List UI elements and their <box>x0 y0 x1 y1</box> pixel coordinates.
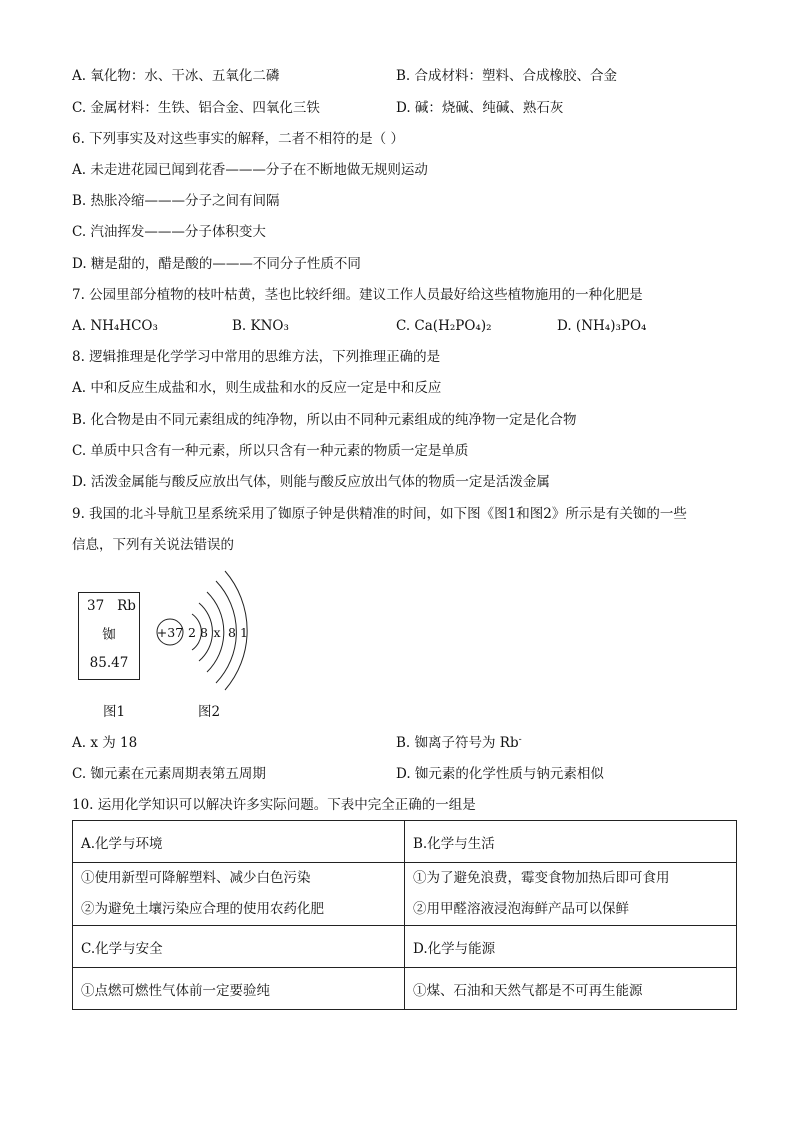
element-symbol: Rb <box>117 598 136 614</box>
cell-b-heading: B.化学与生活 <box>405 821 737 863</box>
q8-stem: 8. 逻辑推理是化学学习中常用的思维方法，下列推理正确的是 <box>72 349 441 365</box>
element-tile <box>78 592 140 680</box>
q9-option-a: A. x 为 18 <box>72 735 138 751</box>
q6-option-d: D. 糖是甜的，醋是酸的———不同分子性质不同 <box>72 256 361 272</box>
q5-option-b: B. 合成材料：塑料、合成橡胶、合金 <box>396 68 618 84</box>
q5-option-d: D. 碱：烧碱、纯碱、熟石灰 <box>396 100 564 116</box>
nucleus-charge: +37 <box>156 625 184 640</box>
q10-options-table <box>72 820 737 1010</box>
q7-option-a: A. NH₄HCO₃ <box>72 318 158 334</box>
atomic-number: 37 <box>87 598 105 614</box>
shell-2-electrons: 8 <box>200 625 208 640</box>
atomic-mass: 85.47 <box>89 655 129 671</box>
cell-b-item-2: ②用甲醛溶液浸泡海鲜产品可以保鲜 <box>413 901 629 917</box>
table-row <box>73 863 737 926</box>
shell-5-electrons: 1 <box>240 625 248 640</box>
q8-option-d: D. 活泼金属能与酸反应放出气体，则能与酸反应放出气体的物质一定是活泼金属 <box>72 474 550 490</box>
q9-option-d: D. 铷元素的化学性质与钠元素相似 <box>396 766 604 782</box>
q8-option-a: A. 中和反应生成盐和水，则生成盐和水的反应一定是中和反应 <box>72 380 442 396</box>
q9-stem-line1: 9. 我国的北斗导航卫星系统采用了铷原子钟是供精准的时间，如下图《图1和图2》所示是有关铷的一些 <box>72 506 687 522</box>
q7-option-d: D. (NH₄)₃PO₄ <box>557 318 647 334</box>
cell-d-content: ①煤、石油和天然气都是不可再生能源 <box>405 968 737 1010</box>
q8-option-b: B. 化合物是由不同元素组成的纯净物，所以由不同种元素组成的纯净物一定是化合物 <box>72 412 577 428</box>
q7-stem: 7. 公园里部分植物的枝叶枯黄，茎也比较纤细。建议工作人员最好给这些植物施用的一种化肥是 <box>72 287 643 303</box>
shell-1-electrons: 2 <box>188 625 196 640</box>
q9-stem-line2: 信息，下列有关说法错误的 <box>72 537 234 553</box>
cell-c-heading: C.化学与安全 <box>73 926 405 968</box>
element-name: 铷 <box>102 627 116 643</box>
table-row <box>73 968 737 1010</box>
figure-2-caption: 图2 <box>198 704 221 720</box>
q9-option-c: C. 铷元素在元素周期表第五周期 <box>72 766 266 782</box>
table-row <box>73 821 737 863</box>
q8-option-c: C. 单质中只含有一种元素，所以只含有一种元素的物质一定是单质 <box>72 443 469 459</box>
cell-a-heading: A.化学与环境 <box>73 821 405 863</box>
shell-3-electrons: x <box>213 625 221 640</box>
cell-a-content <box>73 863 405 926</box>
ion-charge-superscript: - <box>518 735 522 745</box>
q7-option-c: C. Ca(H₂PO₄)₂ <box>396 318 492 334</box>
cell-a-item-1: ①使用新型可降解塑料、减少白色污染 <box>81 870 311 886</box>
q6-option-a: A. 未走进花园已闻到花香———分子在不断地做无规则运动 <box>72 162 428 178</box>
table-row <box>73 926 737 968</box>
shell-4-electrons: 8 <box>228 625 236 640</box>
q6-stem: 6. 下列事实及对这些事实的解释，二者不相符的是（ ） <box>72 131 404 147</box>
q5-option-c: C. 金属材料：生铁、铝合金、四氧化三铁 <box>72 100 320 116</box>
cell-b-item-1: ①为了避免浪费，霉变食物加热后即可食用 <box>413 870 670 886</box>
q6-option-b: B. 热胀冷缩———分子之间有间隔 <box>72 193 280 209</box>
figure-1-caption: 图1 <box>103 704 126 720</box>
q9-option-b <box>396 734 522 752</box>
cell-a-item-2: ②为避免土壤污染应合理的使用农药化肥 <box>81 901 324 917</box>
cell-b-content <box>405 863 737 926</box>
cell-d-heading: D.化学与能源 <box>405 926 737 968</box>
q9-option-b-text: B. 铷离子符号为 Rb <box>396 735 519 751</box>
atomic-number-and-symbol <box>79 598 139 614</box>
q7-option-b: B. KNO₃ <box>232 318 289 334</box>
q10-stem: 10. 运用化学知识可以解决许多实际问题。下表中完全正确的一组是 <box>72 797 476 813</box>
atom-structure-diagram <box>150 568 260 692</box>
q6-option-c: C. 汽油挥发———分子体积变大 <box>72 224 266 240</box>
cell-c-content: ①点燃可燃性气体前一定要验纯 <box>73 968 405 1010</box>
q5-option-a: A. 氧化物：水、干冰、五氧化二磷 <box>72 68 280 84</box>
